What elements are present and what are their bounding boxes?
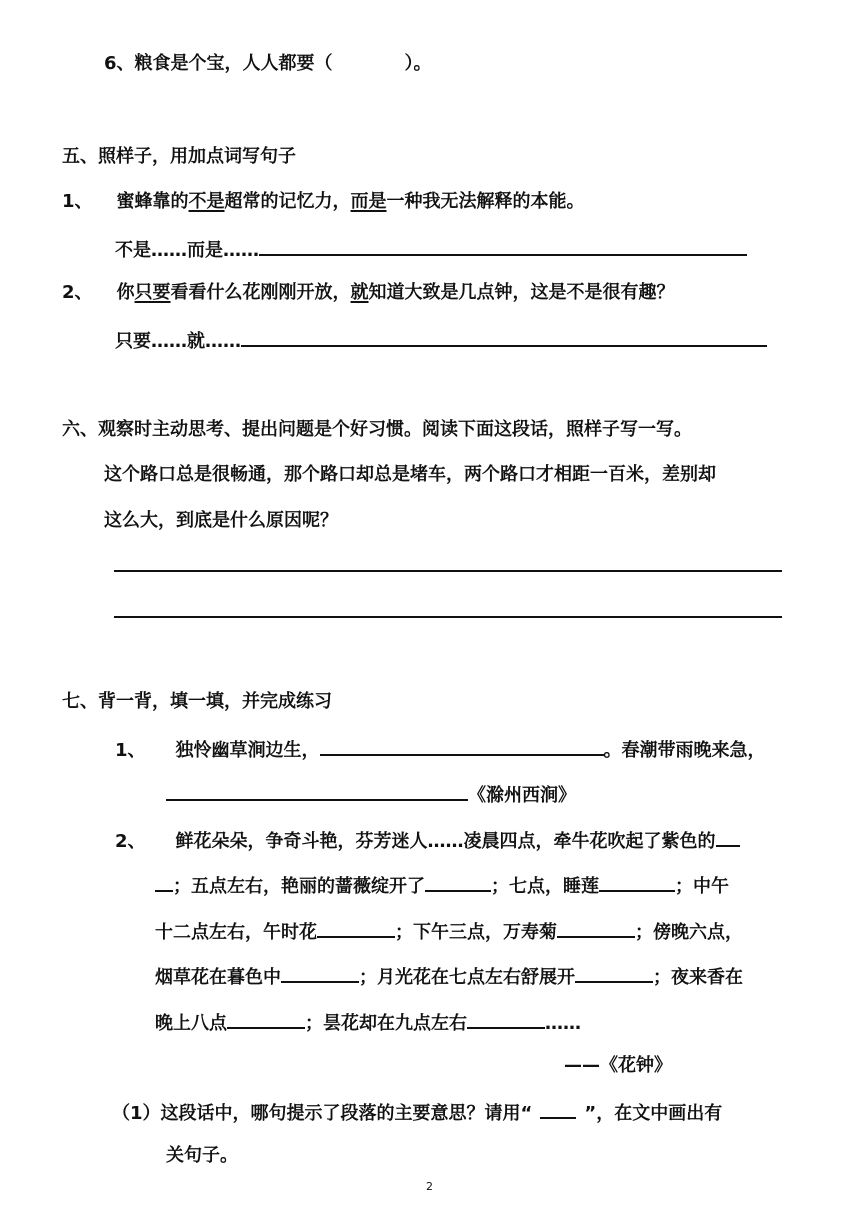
s7-item2-line4: 烟草花在暮色中 ；月光花在七点左右舒展开 ；夜来香在 <box>155 963 743 990</box>
fill-blank[interactable] <box>599 872 675 892</box>
fill-blank[interactable] <box>467 1009 545 1029</box>
poem-blank[interactable] <box>166 781 468 801</box>
section5-heading: 五、照样子，用加点词写句子 <box>62 146 296 167</box>
section6-heading: 六、观察时主动思考、提出问题是个好习惯。阅读下面这段话，照样子写一写。 <box>62 419 692 440</box>
underline-sample <box>540 1099 576 1119</box>
s5-item2-answer: 只要……就…… <box>115 327 767 354</box>
fill-blank[interactable] <box>227 1009 305 1029</box>
s6-line1: 这个路口总是很畅通，那个路口却总是堵车，两个路口才相距一百米，差别却 <box>104 464 716 485</box>
fill-blank[interactable] <box>716 827 740 847</box>
s6-line2: 这么大，到底是什么原因呢？ <box>104 510 338 531</box>
s7-q1-line1: （1）这段话中，哪句提示了段落的主要意思？请用“ ”，在文中画出有 <box>112 1099 722 1126</box>
fill-blank[interactable] <box>317 918 395 938</box>
s7-item2-line1: 2、 鲜花朵朵，争奇斗艳，芬芳迷人……凌晨四点，牵牛花吹起了紫色的 <box>115 827 740 854</box>
section7-heading: 七、背一背，填一填，并完成练习 <box>62 691 332 712</box>
fill-blank[interactable] <box>281 963 359 983</box>
s7-item2-source: ——《花钟》 <box>564 1055 672 1076</box>
page-number: 2 <box>426 1180 433 1193</box>
s7-item1: 1、 独怜幽草涧边生， 。春潮带雨晚来急， <box>115 736 766 763</box>
fill-blank[interactable] <box>557 918 635 938</box>
writing-line[interactable] <box>114 616 782 618</box>
fill-blank[interactable] <box>425 872 491 892</box>
s7-q1-line2: 关句子。 <box>166 1145 238 1166</box>
writing-line[interactable] <box>114 570 782 572</box>
s7-item2-line5: 晚上八点 ；昙花却在九点左右 …… <box>155 1009 581 1036</box>
s5-item2: 2、 你只要看看什么花刚刚开放，就知道大致是几点钟，这是不是很有趣？ <box>62 282 675 303</box>
answer-blank[interactable] <box>241 327 767 347</box>
answer-blank[interactable] <box>259 236 747 256</box>
fill-blank[interactable] <box>155 872 173 892</box>
fill-blank[interactable] <box>575 963 653 983</box>
s7-item1-line2: 《滁州西涧》 <box>166 781 576 808</box>
s5-item1: 1、 蜜蜂靠的不是超常的记忆力，而是一种我无法解释的本能。 <box>62 191 585 212</box>
poem-blank[interactable] <box>320 736 604 756</box>
s5-item1-answer: 不是……而是…… <box>115 236 747 263</box>
q6-line: 6、粮食是个宝，人人都要（ ）。 <box>104 53 432 74</box>
s7-item2-line3: 十二点左右，午时花 ；下午三点，万寿菊 ；傍晚六点， <box>155 918 743 945</box>
s7-item2-line2: ；五点左右，艳丽的蔷薇绽开了 ；七点，睡莲 ；中午 <box>155 872 729 899</box>
